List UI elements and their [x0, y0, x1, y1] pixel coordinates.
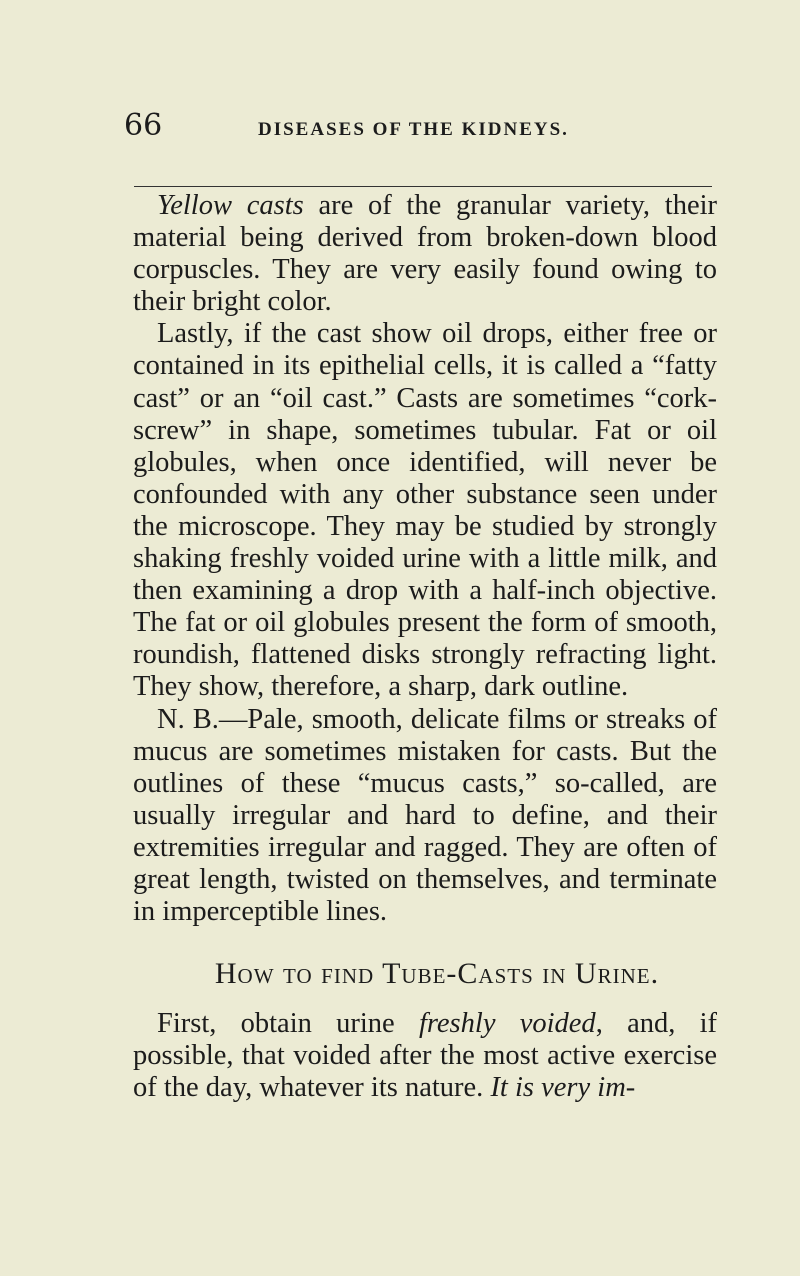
- paragraph-text: , and, if possible, that voided after the most active exercise of the day, whatever its nature.: [133, 1008, 717, 1104]
- paragraph-obtain-urine: [133, 1008, 717, 1104]
- paragraph-fatty-casts: Lastly, if the cast show oil drops, either free or contained in its epithelial cells, it is called a “fatty cast” or an “oil cast.” Casts are sometimes “cork-screw” in shape, sometimes tubular. Fat or oil globules, when once identified, will never be confounded with any other substance seen under the microscope. They may be studied by strongly shaking freshly voided urine with a little milk, and then examining a drop with a half-inch objective. The fat or oil globules present the form of smooth, roundish, flattened disks strongly refracting light. They show, therefore, a sharp, dark outline.: [133, 318, 717, 703]
- paragraph-nota-bene: N. B.—Pale, smooth, delicate films or streaks of mucus are sometimes mistaken for casts. But the outlines of these “mucus casts,” so-called, are usually irregular and hard to define, and their extremities irregular and ragged. They are often of great length, twisted on themselves, and terminate in imperceptible lines.: [133, 703, 717, 928]
- paragraph-text: are of the granular variety, their material being derived from broken-down blood corpuscles. They are very easily found owing to their bright color.: [133, 190, 717, 318]
- section-heading: How to find Tube-Casts in Urine.: [214, 957, 660, 991]
- page-number: 66: [124, 108, 163, 143]
- header-rule: [134, 186, 712, 187]
- body-text: [133, 190, 717, 1104]
- running-head: DISEASES OF THE KIDNEYS.: [258, 119, 569, 140]
- paragraph-yellow-casts: [133, 190, 717, 318]
- emphasis-it-is-very-im: It is very im-: [490, 1072, 636, 1104]
- paragraph-text: First, obtain urine: [157, 1008, 419, 1040]
- emphasis-freshly-voided: freshly voided: [418, 1008, 596, 1040]
- page-header: [124, 108, 724, 144]
- term-yellow-casts: Yellow casts: [157, 190, 304, 221]
